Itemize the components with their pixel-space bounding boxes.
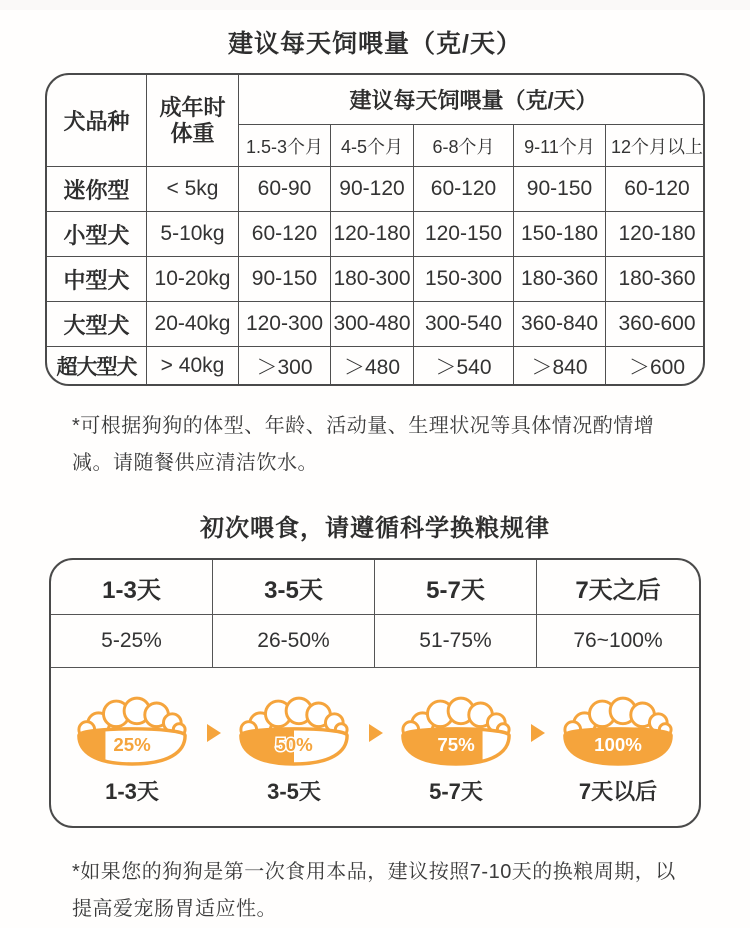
transition-table [49,558,701,828]
stage-label: 3-5天 [267,779,321,804]
feeding-note: *可根据狗狗的体型、年龄、活动量、生理状况等具体情况酌情增减。请随餐供应清洁饮水。 [72,415,655,474]
age-column-header: 6-8个月 [414,125,514,167]
adult-weight-column-header: 成年时 体重 [147,75,239,167]
feeding-amount-cell: 150-300 [414,257,514,302]
transition-ratio-cell: 5-25% [51,615,213,668]
feeding-amount-cell: ＞540 [414,347,514,385]
bowl-percent-label: 75% [437,734,475,756]
transition-stage [537,668,699,826]
transition-ratio-cell: 26-50% [213,615,375,668]
feeding-amount-cell: 60-120 [606,167,706,212]
arrow-right-icon [207,724,221,742]
feeding-amount-cell: 300-540 [414,302,514,347]
transition-ratio-row [51,615,699,668]
feeding-table-body [47,167,706,385]
weight-cell: 10-20kg [147,257,239,302]
feeding-amount-cell: 60-90 [239,167,331,212]
feeding-amount-cell: 120-150 [414,212,514,257]
breed-cell: 超大型犬 [47,347,147,385]
transition-bowls-row [51,668,699,826]
feeding-amount-cell: 360-600 [606,302,706,347]
feeding-amount-table [45,73,705,386]
feeding-amount-cell: 180-360 [514,257,606,302]
arrow-right-icon [531,724,545,742]
table-row [47,302,706,347]
weight-cell: < 5kg [147,167,239,212]
table-row [47,167,706,212]
dog-bowl-icon [559,694,677,773]
transition-stage [213,668,375,826]
feeding-amount-cell: 90-150 [239,257,331,302]
age-column-header: 12个月以上 [606,125,706,167]
feeding-amount-cell: ＞300 [239,347,331,385]
dog-bowl-icon [397,694,515,773]
transition-stage [51,668,213,826]
bowl-percent-label: 50% [275,734,313,756]
dog-bowl-icon [235,694,353,773]
feeding-amount-cell: 60-120 [239,212,331,257]
weight-cell: > 40kg [147,347,239,385]
feeding-amount-cell: 360-840 [514,302,606,347]
table-row [47,347,706,385]
feeding-amount-cell: 90-120 [331,167,414,212]
age-column-header: 9-11个月 [514,125,606,167]
feeding-amount-cell: 150-180 [514,212,606,257]
transition-header-row [51,560,699,615]
feeding-amount-cell: 300-480 [331,302,414,347]
breed-cell: 大型犬 [47,302,147,347]
dog-bowl-icon [73,694,191,773]
page-top-strip [0,0,750,10]
transition-ratio-cell: 51-75% [375,615,537,668]
breed-cell: 中型犬 [47,257,147,302]
transition-period-header: 1-3天 [51,560,213,615]
feeding-amount-cell: 120-180 [331,212,414,257]
feeding-amount-cell: ＞480 [331,347,414,385]
feeding-amount-cell: 120-180 [606,212,706,257]
transition-period-header: 5-7天 [375,560,537,615]
weight-cell: 20-40kg [147,302,239,347]
breed-column-header: 犬品种 [47,75,147,167]
feeding-amount-cell: ＞840 [514,347,606,385]
table-row [47,212,706,257]
age-column-header: 1.5-3个月 [239,125,331,167]
transition-note: *如果您的狗狗是第一次食用本品，建议按照7-10天的换粮周期，以提高爱宠肠胃适应性。 [72,861,676,920]
stage-label: 1-3天 [105,779,159,804]
breed-cell: 小型犬 [47,212,147,257]
feeding-amount-title: 建议每天饲喂量（克/天） [228,30,522,58]
transition-title: 初次喂食，请遵循科学换粮规律 [200,515,550,542]
age-column-header: 4-5个月 [331,125,414,167]
transition-period-header: 7天之后 [537,560,699,615]
bowl-percent-label: 25% [113,734,151,756]
transition-ratio-cell: 76~100% [537,615,699,668]
weight-cell: 5-10kg [147,212,239,257]
bowl-percent-label: 100% [594,734,642,756]
transition-period-header: 3-5天 [213,560,375,615]
feeding-amount-span-header: 建议每天饲喂量（克/天） [239,75,706,125]
feeding-amount-cell: 120-300 [239,302,331,347]
feeding-amount-cell: 180-360 [606,257,706,302]
feeding-amount-cell: 60-120 [414,167,514,212]
stage-label: 7天以后 [578,779,658,804]
stage-label: 5-7天 [429,779,483,804]
feeding-amount-cell: 180-300 [331,257,414,302]
feeding-amount-cell: 90-150 [514,167,606,212]
table-row [47,257,706,302]
arrow-right-icon [369,724,383,742]
feeding-amount-cell: ＞600 [606,347,706,385]
transition-stage [375,668,537,826]
breed-cell: 迷你型 [47,167,147,212]
